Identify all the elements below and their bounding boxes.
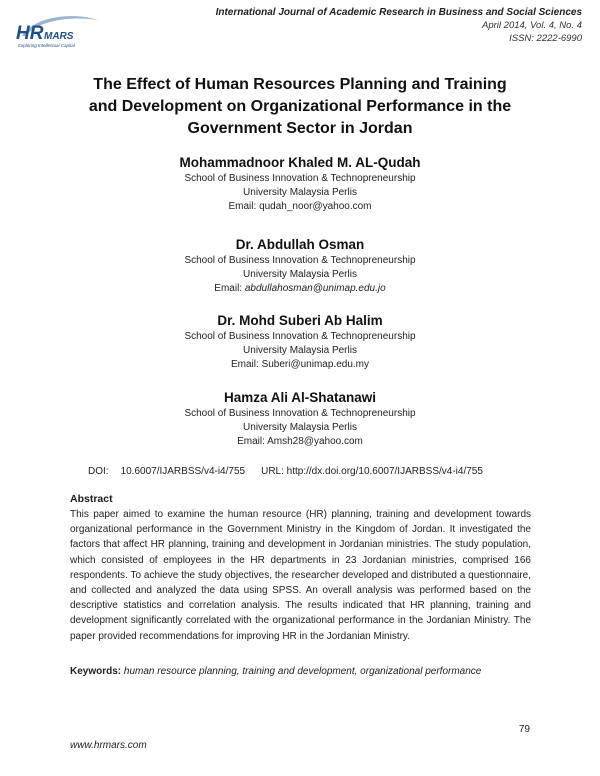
author-school: School of Business Innovation & Technopreneurship bbox=[184, 255, 416, 266]
keywords-label: Keywords: bbox=[70, 666, 122, 677]
page-number: 79 bbox=[518, 724, 530, 735]
svg-text:HR: HR bbox=[16, 23, 44, 44]
author-school: School of Business Innovation & Technopreneurship bbox=[184, 173, 416, 184]
author-block bbox=[0, 389, 600, 449]
author-name: Hamza Ali Al-Shatanawi bbox=[223, 390, 377, 405]
email-label: Email: bbox=[228, 201, 257, 212]
author-email: Suberi@unimap.edu.my bbox=[261, 359, 369, 370]
author-school: School of Business Innovation & Technopreneurship bbox=[184, 408, 416, 419]
journal-issn: ISSN: 2222-6990 bbox=[509, 33, 582, 44]
author-block bbox=[0, 312, 600, 372]
url-label: URL: bbox=[261, 466, 284, 477]
author-email-line bbox=[0, 200, 600, 214]
paper-title bbox=[40, 74, 560, 140]
journal-info bbox=[216, 6, 582, 45]
author-name: Dr. Abdullah Osman bbox=[235, 237, 365, 252]
url-link[interactable]: http://dx.doi.org/10.6007/IJARBSS/v4-i4/755 bbox=[286, 466, 483, 477]
author-email: qudah_noor@yahoo.com bbox=[259, 201, 372, 212]
doi-label: DOI: bbox=[88, 466, 109, 477]
author-university: University Malaysia Perlis bbox=[243, 187, 357, 198]
abstract-text: This paper aimed to examine the human resource (HR) planning, training and development towards organizational performance in the Government Ministry in the Kingdom of Jordan. It investigated the factors that affect HR planning, training and development in Jordanian ministries. The study population, which consisted of employees in the HR departments in 23 Jordanian ministries, comprised 166 respondents. To achieve the study objectives, the researcher developed and distributed a questionnaire, and collected and analyzed the data using SPSS. An overall analysis was performed based on the descriptive statistics and correlation analysis. The results indicated that HR planning, training and development significantly correlated with the organizational performance in the Jordanian Ministry. The paper provided recommendations for improving HR in the Jordanian Ministry. bbox=[70, 509, 531, 642]
hrmars-logo-graphic bbox=[12, 12, 102, 52]
author-email-line bbox=[0, 435, 600, 449]
keywords-line bbox=[70, 666, 481, 677]
author-name: Dr. Mohd Suberi Ab Halim bbox=[217, 313, 383, 328]
author-university: University Malaysia Perlis bbox=[243, 269, 357, 280]
journal-issue: April 2014, Vol. 4, No. 4 bbox=[482, 20, 582, 31]
email-label: Email: bbox=[237, 436, 265, 447]
author-block bbox=[0, 154, 600, 214]
author-school: School of Business Innovation & Technopreneurship bbox=[184, 331, 416, 342]
journal-name: International Journal of Academic Research in Business and Social Sciences bbox=[215, 7, 582, 18]
author-email-line bbox=[0, 282, 600, 296]
hrmars-logo bbox=[12, 12, 102, 52]
author-university: University Malaysia Perlis bbox=[243, 422, 357, 433]
paper-title-line: and Development on Organizational Performance in the bbox=[88, 98, 512, 115]
doi-value: 10.6007/IJARBSS/v4-i4/755 bbox=[120, 466, 246, 477]
abstract-heading: Abstract bbox=[70, 493, 113, 505]
website-link[interactable]: www.hrmars.com bbox=[70, 740, 147, 751]
keywords-value: human resource planning, training and development, organizational performance bbox=[123, 666, 482, 677]
author-email: abdullahosman@unimap.edu.jo bbox=[244, 283, 386, 294]
author-block bbox=[0, 236, 600, 296]
email-label: Email: bbox=[214, 283, 243, 294]
author-email-line bbox=[0, 358, 600, 372]
svg-text:Exploring Intellectual Capital: Exploring Intellectual Capital bbox=[18, 43, 75, 48]
email-label: Email: bbox=[230, 359, 259, 370]
doi-line bbox=[88, 466, 483, 477]
author-name: Mohammadnoor Khaled M. AL-Qudah bbox=[179, 155, 421, 170]
svg-text:MARS: MARS bbox=[44, 31, 74, 42]
paper-title-line: The Effect of Human Resources Planning and Training bbox=[93, 76, 507, 93]
paper-title-line: Government Sector in Jordan bbox=[187, 120, 413, 137]
author-university: University Malaysia Perlis bbox=[243, 345, 357, 356]
author-email: Amsh28@yahoo.com bbox=[267, 436, 363, 447]
